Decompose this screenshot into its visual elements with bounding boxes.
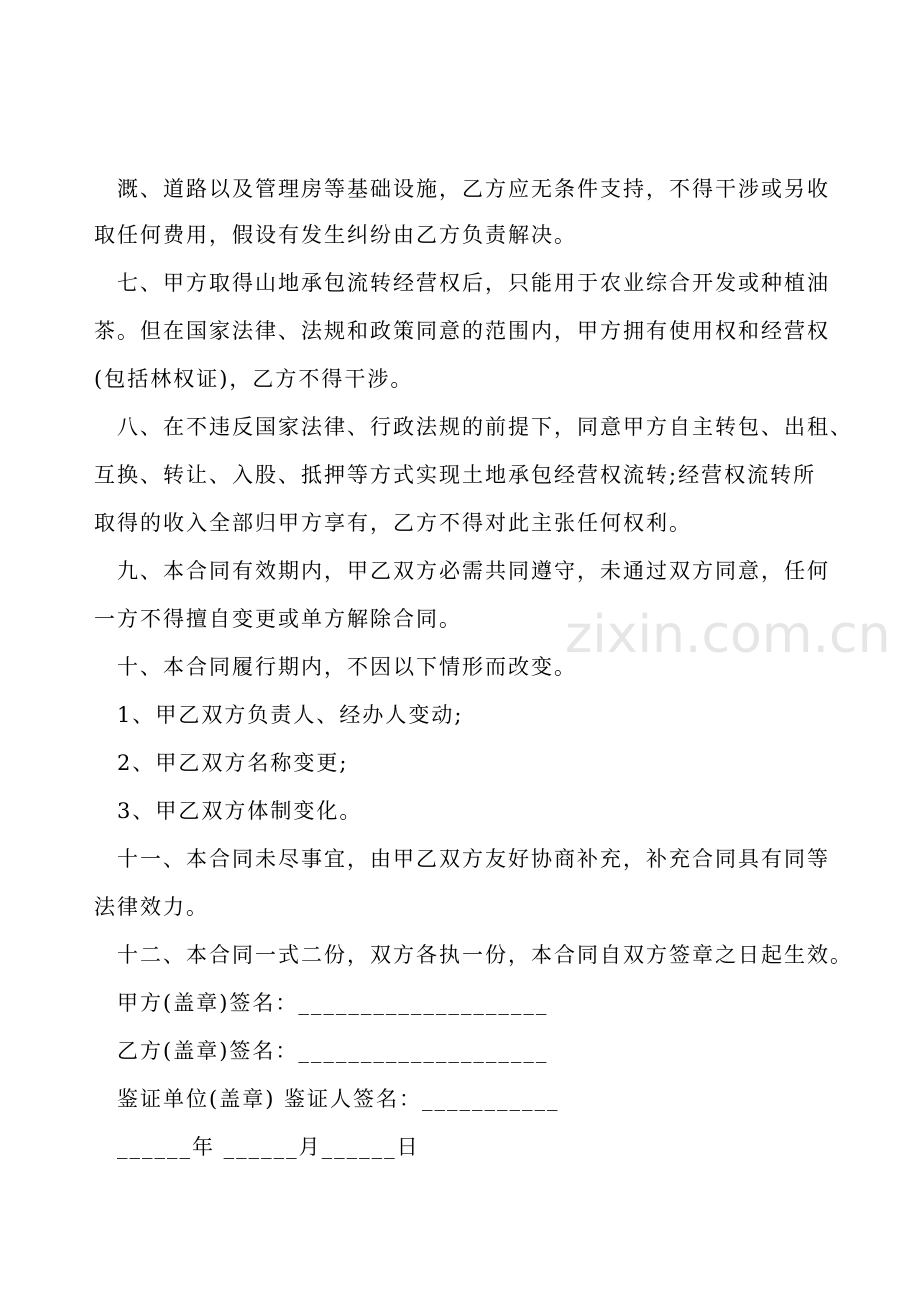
date-line: ______年 ______月______日 — [117, 1135, 420, 1159]
paragraph-line: 十、本合同履行期内，不因以下情形而改变。 — [117, 655, 577, 679]
paragraph-line: 取任何费用，假设有发生纠纷由乙方负责解决。 — [94, 223, 577, 247]
paragraph-line: 溉、道路以及管理房等基础设施，乙方应无条件支持，不得干涉或另收 — [117, 177, 830, 201]
paragraph-line: 十二、本合同一式二份，双方各执一份，本合同自双方签章之日起生效。 — [117, 943, 853, 967]
list-item: 3、甲乙双方体制变化。 — [117, 799, 363, 823]
list-item: 1、甲乙双方负责人、经办人变动; — [117, 703, 464, 727]
paragraph-line: 取得的收入全部归甲方享有，乙方不得对此主张任何权利。 — [94, 511, 692, 535]
paragraph-line: 十一、本合同未尽事宜，由甲乙双方友好协商补充，补充合同具有同等 — [117, 847, 830, 871]
paragraph-line: (包括林权证)，乙方不得干涉。 — [94, 367, 414, 391]
paragraph-line: 九、本合同有效期内，甲乙双方必需共同遵守，未通过双方同意，任何 — [117, 559, 830, 583]
signature-line-party-b: 乙方(盖章)签名：____________________ — [117, 1039, 549, 1063]
list-item: 2、甲乙双方名称变更; — [117, 751, 349, 775]
paragraph-line: 一方不得擅自变更或单方解除合同。 — [94, 607, 462, 631]
paragraph-line: 八、在不违反国家法律、行政法规的前提下，同意甲方自主转包、出租、 — [117, 415, 853, 439]
paragraph-line: 茶。但在国家法律、法规和政策同意的范围内，甲方拥有使用权和经营权 — [94, 319, 830, 343]
paragraph-line: 法律效力。 — [94, 895, 209, 919]
signature-line-party-a: 甲方(盖章)签名：____________________ — [117, 991, 549, 1015]
signature-line-witness: 鉴证单位(盖章) 鉴证人签名：___________ — [117, 1087, 560, 1111]
paragraph-line: 七、甲方取得山地承包流转经营权后，只能用于农业综合开发或种植油 — [117, 271, 830, 295]
paragraph-line: 互换、转让、入股、抵押等方式实现土地承包经营权流转;经营权流转所 — [94, 463, 817, 487]
watermark: zixin.com.cn — [565, 605, 891, 665]
